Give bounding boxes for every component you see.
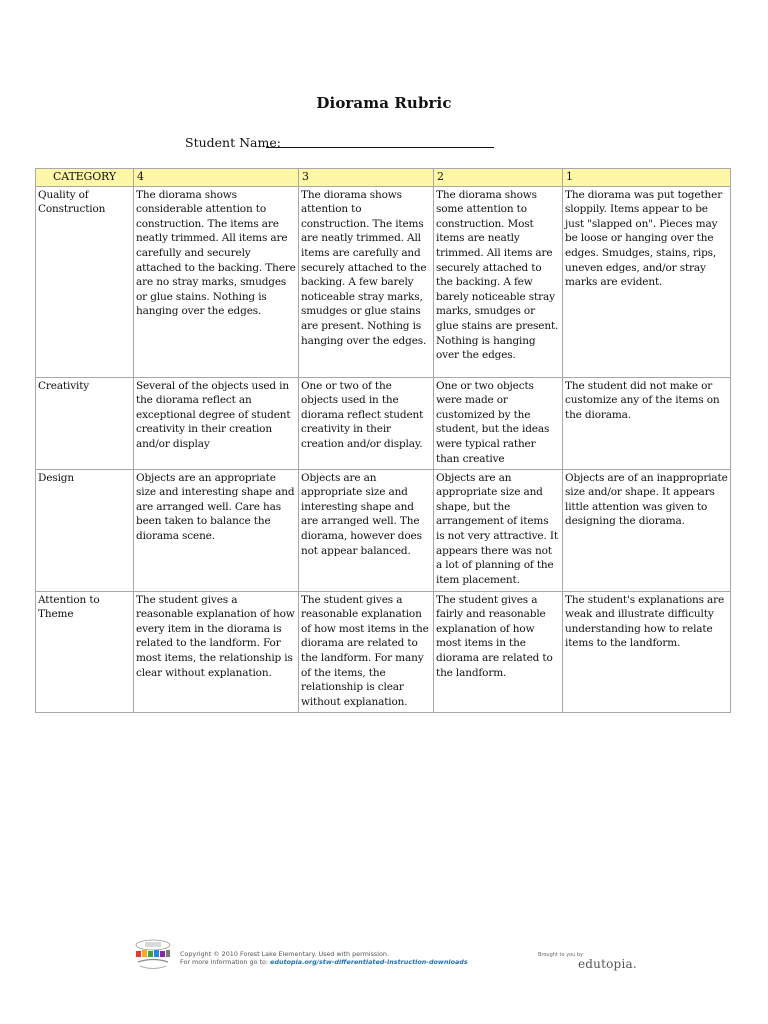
table-row (36, 186, 731, 377)
rubric-cell: One or two objects were made or customized by the student, but the ideas were typical rather than creative (434, 377, 563, 469)
rubric-cell: Objects are an appropriate size and shape, but the arrangement of items is not very attractive. It appears there was not a lot of planning of the item placement. (434, 469, 563, 591)
table-row (36, 377, 731, 469)
rubric-header-row (36, 169, 731, 187)
rubric-cell: Objects are an appropriate size and interesting shape and are arranged well. The diorama, however does not appear balanced. (299, 469, 434, 591)
rubric-cell: The diorama shows considerable attention to construction. The items are neatly trimmed. All items are carefully and securely attached to the backing. There are no stray marks, smudges or glue stains. Nothing is hanging over the edges. (134, 186, 299, 377)
row-category: Creativity (36, 377, 134, 469)
footer-copyright: Copyright © 2010 Forest Lake Elementary. Used with permission. (180, 950, 390, 958)
row-category: Attention to Theme (36, 591, 134, 712)
row-category: Quality of Construction (36, 186, 134, 377)
rubric-cell: Several of the objects used in the diorama reflect an exceptional degree of student creativity in their creation and/or display (134, 377, 299, 469)
rubric-cell: Objects are of an inappropriate size and/or shape. It appears little attention was given to designing the diorama. (563, 469, 731, 591)
student-name-label: Student Name: (185, 135, 281, 150)
header-score-2: 2 (434, 169, 563, 187)
rubric-cell: The student gives a reasonable explanation of how most items in the diorama are related to the landform. For many of the items, the relationship is clear without explanation. (299, 591, 434, 712)
brought-by-label: Brought to you by (538, 952, 584, 958)
rubric-cell: The student gives a fairly and reasonable explanation of how most items in the diorama are related to the landform. (434, 591, 563, 712)
header-score-1: 1 (563, 169, 731, 187)
rubric-cell: The student gives a reasonable explanation of how every item in the diorama is related to the landform. For most items, the relationship is clear without explanation. (134, 591, 299, 712)
header-category: CATEGORY (36, 169, 134, 187)
header-score-4: 4 (134, 169, 299, 187)
rubric-cell: The diorama shows attention to construction. The items are neatly trimmed. All items are carefully and securely attached to the backing. A few barely noticeable stray marks, smudges or glue stains are present. Nothing is hanging over the edges. (299, 186, 434, 377)
footer-more-info (180, 958, 468, 966)
footer-more-info-prefix: For more information go to: (180, 958, 271, 966)
rubric-cell: The diorama was put together sloppily. Items appear to be just "slapped on". Pieces may be loose or hanging over the edges. Smudges, stains, rips, uneven edges, and/or stray marks are evident. (563, 186, 731, 377)
rubric-cell: The diorama shows some attention to construction. Most items are neatly trimmed. All items are securely attached to the backing. A few barely noticeable stray marks, smudges or glue stains are present. Nothing is hanging over the edges. (434, 186, 563, 377)
rubric-cell: One or two of the objects used in the diorama reflect student creativity in their creation and/or display. (299, 377, 434, 469)
edutopia-downloads-link[interactable]: edutopia.org/stw-differentiated-instruction-downloads (270, 958, 468, 966)
page-title: Diorama Rubric (316, 94, 452, 112)
rubric-cell: The student's explanations are weak and illustrate difficulty understanding how to relate items to the landform. (563, 591, 731, 712)
row-category: Design (36, 469, 134, 591)
rubric-cell: Objects are an appropriate size and interesting shape and are arranged well. Care has been taken to balance the diorama scene. (134, 469, 299, 591)
edutopia-logo: edutopia. (578, 957, 637, 971)
table-row (36, 469, 731, 591)
student-name-line (266, 147, 494, 148)
rubric-table (35, 168, 731, 713)
forest-lake-logo-icon (132, 938, 174, 974)
footer-text (180, 950, 468, 966)
student-name-row (185, 133, 505, 153)
table-row (36, 591, 731, 712)
rubric-cell: The student did not make or customize any of the items on the diorama. (563, 377, 731, 469)
header-score-3: 3 (299, 169, 434, 187)
